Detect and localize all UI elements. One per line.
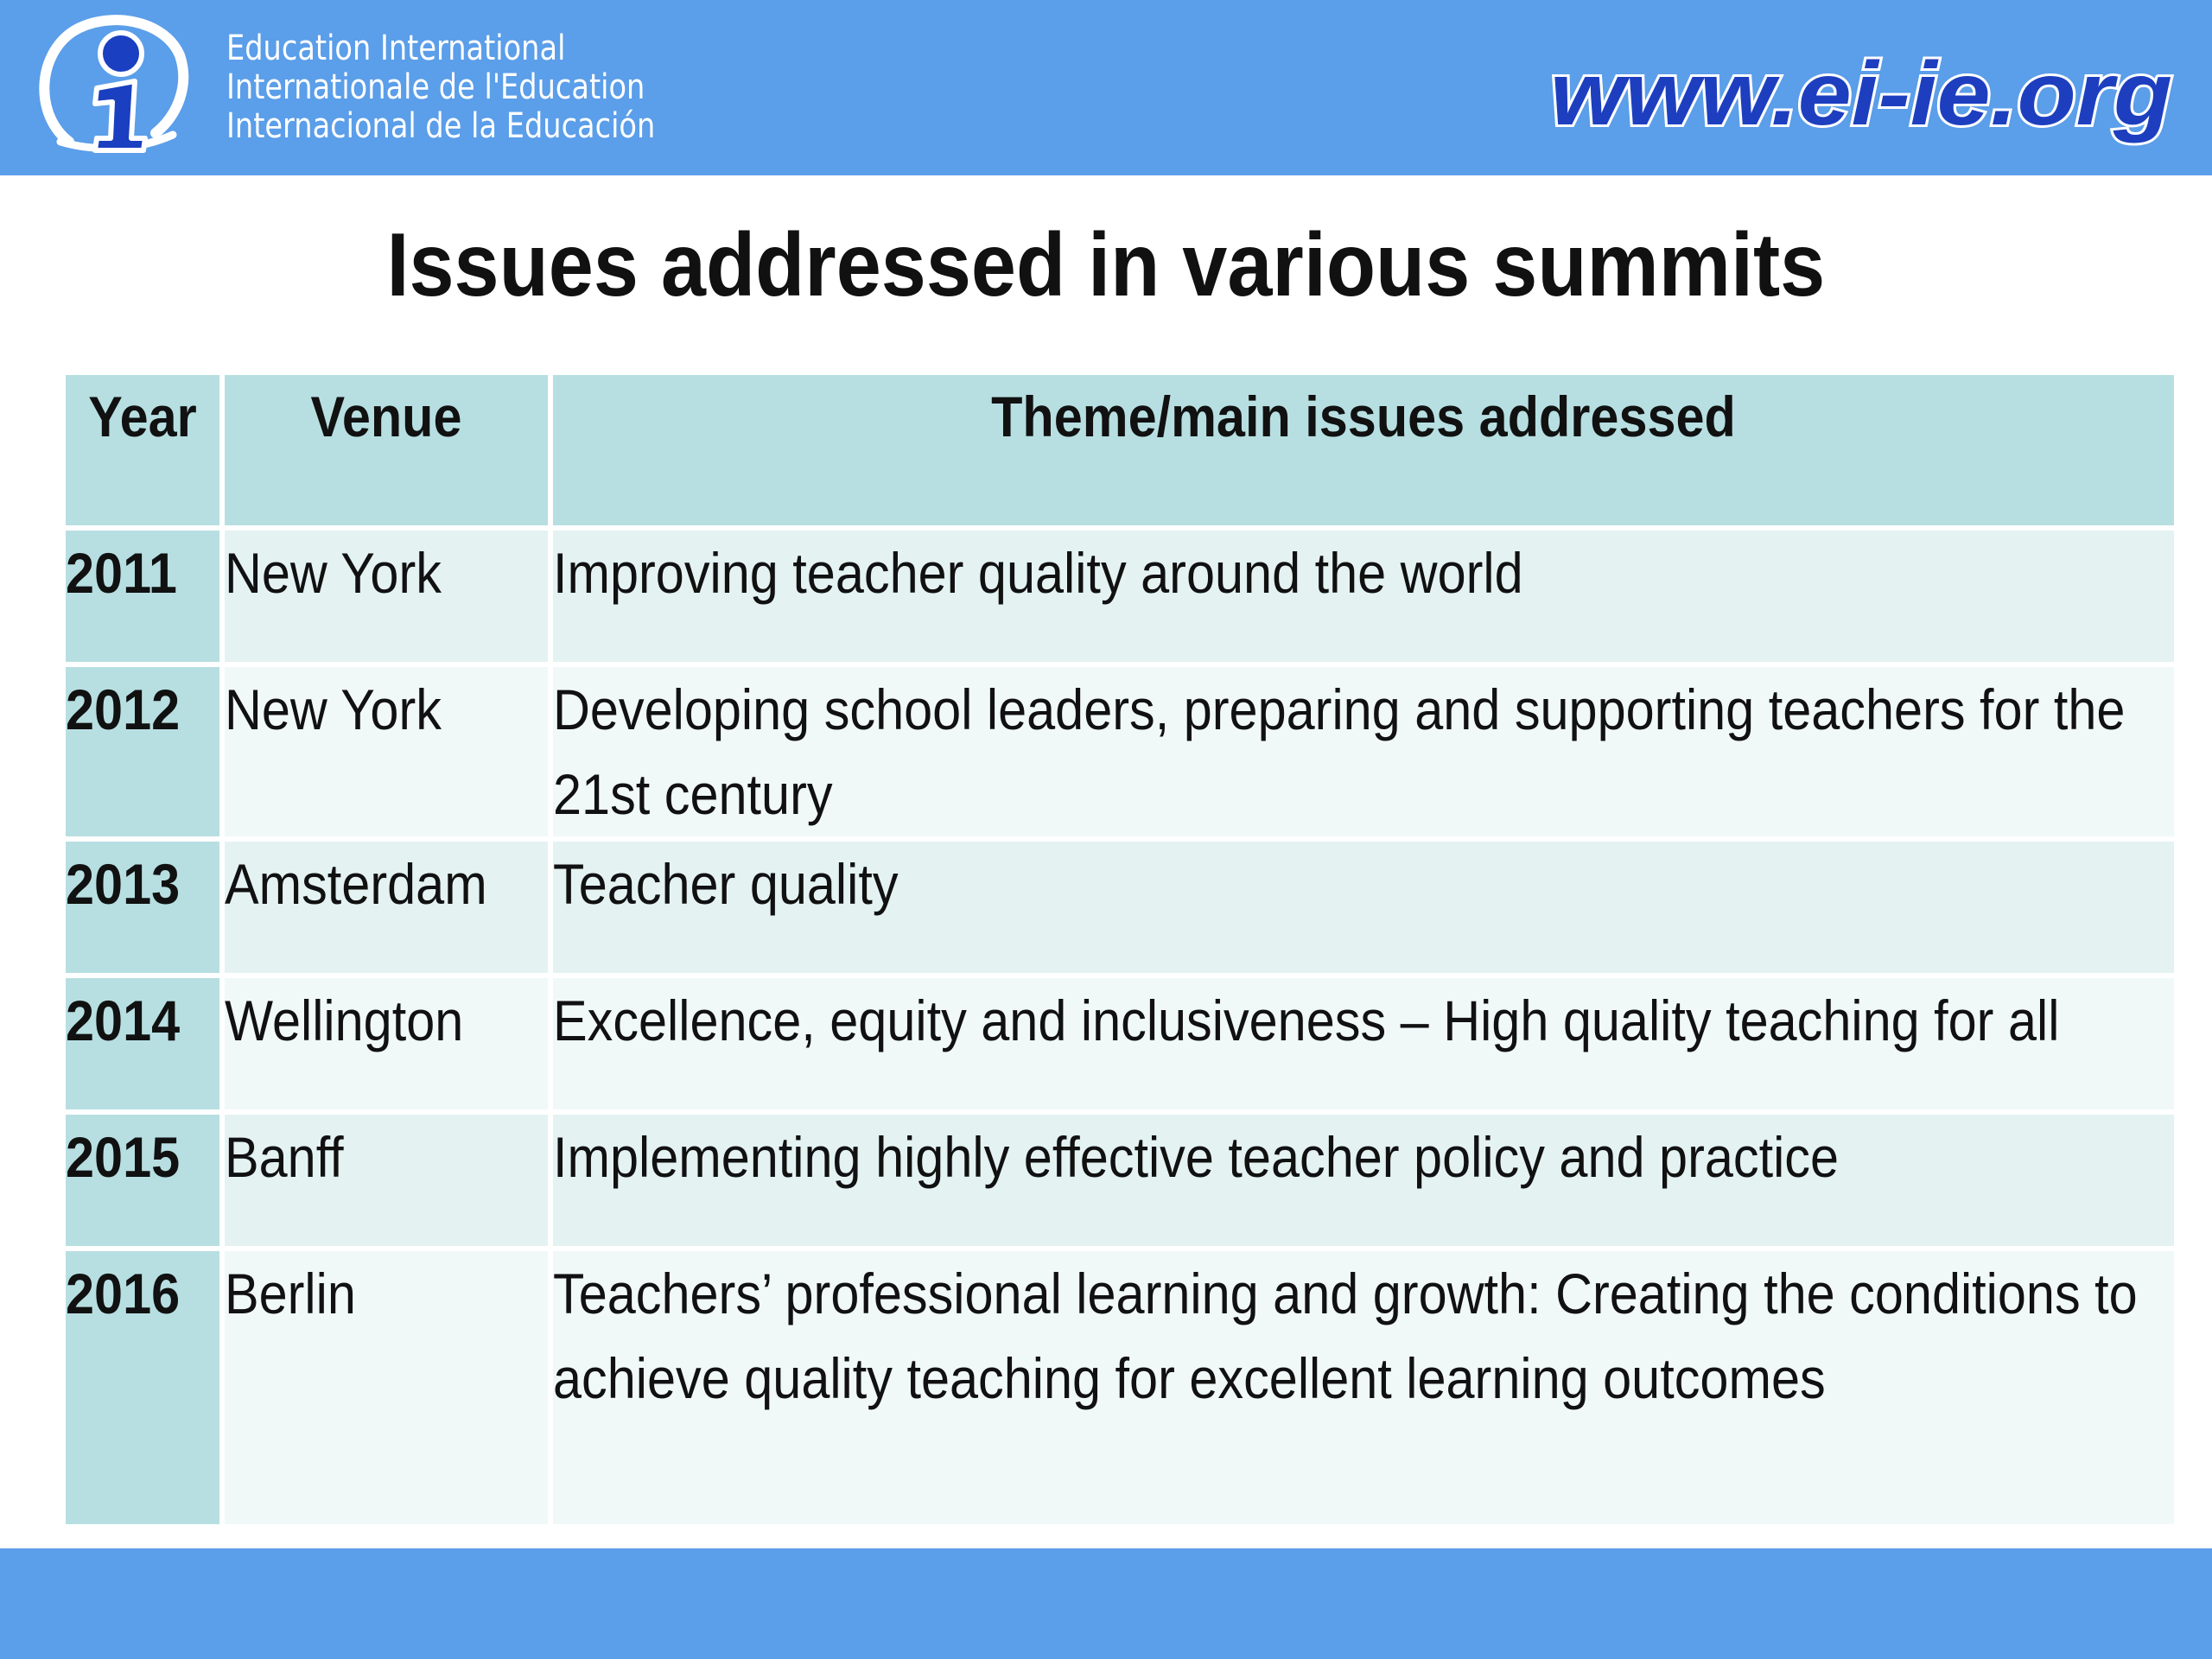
website-url-logo [1540,45,2179,147]
page-title [0,214,2212,317]
table-row [66,1115,2174,1246]
venue-cell: New York [225,667,548,836]
table-row [66,978,2174,1109]
theme-cell: Improving teacher quality around the world [553,531,2174,662]
theme-cell: Teachers’ professional learning and growth: Creating the conditions to achieve quality teaching for excellent learning outcomes [553,1251,2174,1524]
theme-cell: Implementing highly effective teacher policy and practice [553,1115,2174,1246]
year-cell: 2011 [66,531,219,662]
year-cell: 2013 [66,842,219,973]
org-name-english: Education International [226,29,566,68]
summits-table [60,370,2179,1529]
venue-cell: New York [225,531,548,662]
theme-cell: Excellence, equity and inclusiveness – High quality teaching for all [553,978,2174,1109]
ei-logo-icon [35,12,190,161]
theme-cell: Developing school leaders, preparing and supporting teachers for the 21st century [553,667,2174,836]
venue-cell: Amsterdam [225,842,548,973]
year-cell: 2014 [66,978,219,1109]
column-header-theme: Theme/main issues addressed [553,375,2174,525]
column-header-year: Year [66,375,219,525]
column-header-venue: Venue [225,375,548,525]
year-cell: 2012 [66,667,219,836]
table-row [66,842,2174,973]
page-title-text: Issues addressed in various summits [386,215,1826,315]
theme-cell: Teacher quality [553,842,2174,973]
year-cell: 2015 [66,1115,219,1246]
venue-cell: Banff [225,1115,548,1246]
org-name-french: Internationale de l'Education [226,67,645,107]
venue-cell: Berlin [225,1251,548,1524]
table-row [66,531,2174,662]
venue-cell: Wellington [225,978,548,1109]
table-row [66,667,2174,836]
org-name-spanish: Internacional de la Educación [226,106,656,146]
footer-bar [0,1548,2212,1659]
header-bar [0,0,2212,175]
year-cell: 2016 [66,1251,219,1524]
website-url-text: www.ei-ie.org [1550,45,2172,144]
table-header-row [66,375,2174,525]
table-row [66,1251,2174,1524]
organization-names [226,29,655,146]
